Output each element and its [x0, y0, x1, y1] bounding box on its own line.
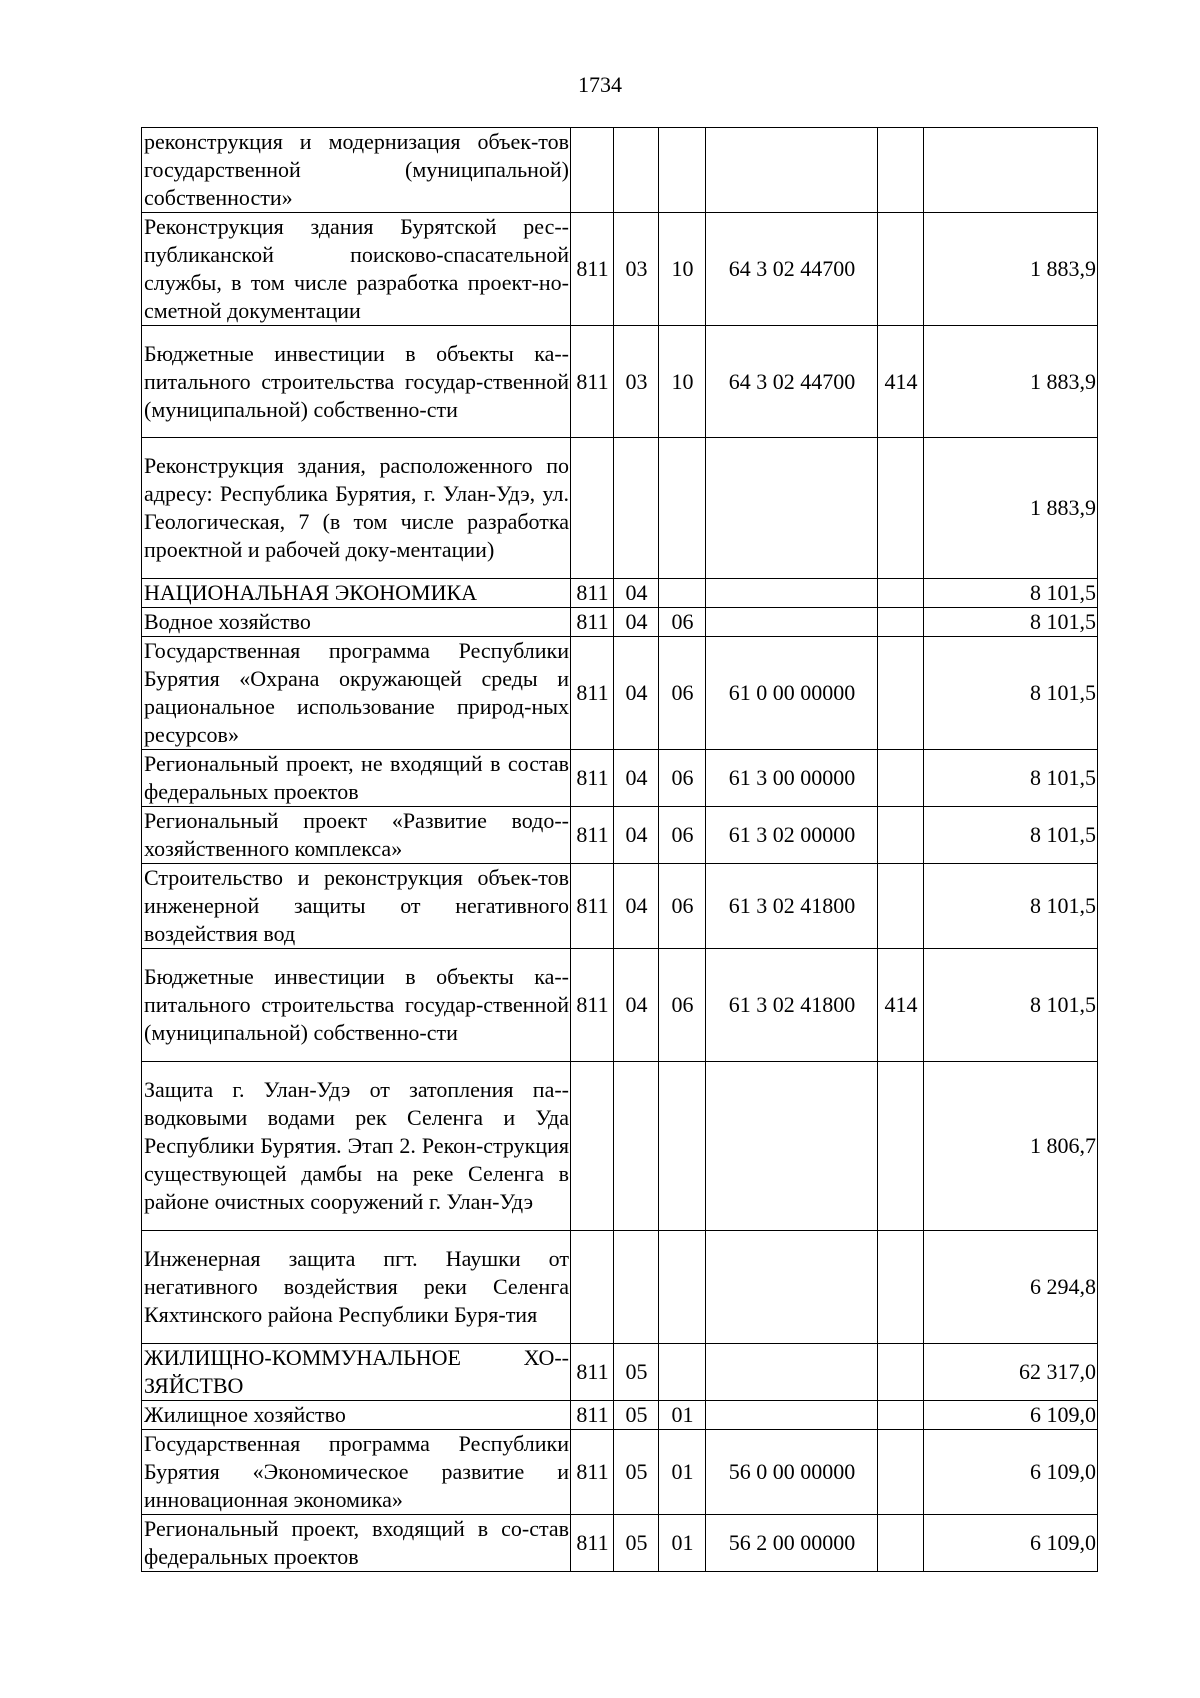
- expense-type-code: [878, 1515, 924, 1572]
- table-row: [142, 1515, 1098, 1572]
- row-name: Защита г. Улан-Удэ от затопления па-водковыми водами рек Селенга и Уда Республики Бурятия. Этап 2. Рекон-струкция существующей дамбы на реке Селенга в районе очистных сооружений г. Улан-Удэ: [142, 1062, 571, 1231]
- amount: 8 101,5: [924, 949, 1098, 1062]
- target-article-code: 61 3 00 00000: [706, 750, 878, 807]
- admin-code: 811: [571, 1515, 614, 1572]
- expense-type-code: [878, 438, 924, 579]
- expense-type-code: [878, 1430, 924, 1515]
- expense-type-code: [878, 1344, 924, 1401]
- section-code: 04: [614, 637, 659, 750]
- expense-type-code: [878, 864, 924, 949]
- expense-type-code: [878, 1231, 924, 1344]
- amount: 8 101,5: [924, 608, 1098, 637]
- row-name: Бюджетные инвестиции в объекты ка-питального строительства государ-ственной (муниципальной) собственно-сти: [142, 326, 571, 438]
- target-article-code: [706, 1062, 878, 1231]
- admin-code: [571, 128, 614, 213]
- target-article-code: [706, 128, 878, 213]
- admin-code: 811: [571, 1430, 614, 1515]
- subsection-code: [659, 1231, 706, 1344]
- expense-type-code: [878, 128, 924, 213]
- admin-code: 811: [571, 1344, 614, 1401]
- row-name: Государственная программа Республики Бурятия «Экономическое развитие и инновационная экономика»: [142, 1430, 571, 1515]
- budget-table: [141, 127, 1098, 1572]
- row-name: Строительство и реконструкция объек-тов инженерной защиты от негативного воздействия вод: [142, 864, 571, 949]
- table-row: [142, 438, 1098, 579]
- subsection-code: 06: [659, 637, 706, 750]
- table-row: [142, 807, 1098, 864]
- section-code: [614, 1231, 659, 1344]
- row-name: ЖИЛИЩНО-КОММУНАЛЬНОЕ ХО-ЗЯЙСТВО: [142, 1344, 571, 1401]
- amount: 8 101,5: [924, 579, 1098, 608]
- target-article-code: 64 3 02 44700: [706, 213, 878, 326]
- row-name: Реконструкция здания, расположенного по адресу: Республика Бурятия, г. Улан-Удэ, ул. Геологическая, 7 (в том числе разработка проектной и рабочей доку-ментации): [142, 438, 571, 579]
- table-row: [142, 1401, 1098, 1430]
- budget-table-body: [142, 128, 1098, 1572]
- expense-type-code: 414: [878, 326, 924, 438]
- table-row: [142, 128, 1098, 213]
- section-code: [614, 1062, 659, 1231]
- admin-code: 811: [571, 637, 614, 750]
- section-code: 05: [614, 1344, 659, 1401]
- section-code: 03: [614, 213, 659, 326]
- expense-type-code: 414: [878, 949, 924, 1062]
- admin-code: 811: [571, 1401, 614, 1430]
- subsection-code: 06: [659, 949, 706, 1062]
- amount: 8 101,5: [924, 637, 1098, 750]
- row-name: НАЦИОНАЛЬНАЯ ЭКОНОМИКА: [142, 579, 571, 608]
- section-code: 05: [614, 1401, 659, 1430]
- subsection-code: 10: [659, 213, 706, 326]
- expense-type-code: [878, 750, 924, 807]
- amount: 6 109,0: [924, 1430, 1098, 1515]
- table-row: [142, 608, 1098, 637]
- row-name: Региональный проект, не входящий в состав федеральных проектов: [142, 750, 571, 807]
- admin-code: 811: [571, 213, 614, 326]
- expense-type-code: [878, 213, 924, 326]
- subsection-code: 01: [659, 1430, 706, 1515]
- target-article-code: 64 3 02 44700: [706, 326, 878, 438]
- target-article-code: [706, 579, 878, 608]
- table-row: [142, 1430, 1098, 1515]
- table-row: [142, 949, 1098, 1062]
- section-code: 03: [614, 326, 659, 438]
- table-row: [142, 750, 1098, 807]
- subsection-code: [659, 128, 706, 213]
- subsection-code: 10: [659, 326, 706, 438]
- expense-type-code: [878, 579, 924, 608]
- table-row: [142, 864, 1098, 949]
- admin-code: 811: [571, 864, 614, 949]
- target-article-code: 56 2 00 00000: [706, 1515, 878, 1572]
- row-name: реконструкция и модернизация объек-тов государственной (муниципальной) собственности»: [142, 128, 571, 213]
- section-code: 04: [614, 579, 659, 608]
- admin-code: 811: [571, 807, 614, 864]
- amount: 1 883,9: [924, 213, 1098, 326]
- row-name: Бюджетные инвестиции в объекты ка-питального строительства государ-ственной (муниципальной) собственно-сти: [142, 949, 571, 1062]
- amount: 1 883,9: [924, 438, 1098, 579]
- row-name: Инженерная защита пгт. Наушки от негативного воздействия реки Селенга Кяхтинского района Республики Буря-тия: [142, 1231, 571, 1344]
- subsection-code: [659, 579, 706, 608]
- subsection-code: 06: [659, 864, 706, 949]
- amount: 6 109,0: [924, 1401, 1098, 1430]
- expense-type-code: [878, 1062, 924, 1231]
- expense-type-code: [878, 1401, 924, 1430]
- subsection-code: 01: [659, 1515, 706, 1572]
- subsection-code: 06: [659, 608, 706, 637]
- section-code: 04: [614, 864, 659, 949]
- section-code: 05: [614, 1430, 659, 1515]
- admin-code: 811: [571, 326, 614, 438]
- admin-code: 811: [571, 579, 614, 608]
- target-article-code: 61 3 02 41800: [706, 949, 878, 1062]
- amount: 6 109,0: [924, 1515, 1098, 1572]
- section-code: 05: [614, 1515, 659, 1572]
- table-row: [142, 213, 1098, 326]
- amount: [924, 128, 1098, 213]
- target-article-code: [706, 438, 878, 579]
- amount: 62 317,0: [924, 1344, 1098, 1401]
- subsection-code: 06: [659, 807, 706, 864]
- row-name: Государственная программа Республики Бурятия «Охрана окружающей среды и рациональное использование природ-ных ресурсов»: [142, 637, 571, 750]
- amount: 1 806,7: [924, 1062, 1098, 1231]
- section-code: [614, 438, 659, 579]
- table-row: [142, 1062, 1098, 1231]
- admin-code: 811: [571, 949, 614, 1062]
- section-code: 04: [614, 807, 659, 864]
- section-code: 04: [614, 949, 659, 1062]
- subsection-code: 06: [659, 750, 706, 807]
- section-code: 04: [614, 750, 659, 807]
- admin-code: [571, 438, 614, 579]
- admin-code: 811: [571, 608, 614, 637]
- amount: 1 883,9: [924, 326, 1098, 438]
- admin-code: 811: [571, 750, 614, 807]
- table-row: [142, 326, 1098, 438]
- table-row: [142, 1231, 1098, 1344]
- row-name: Реконструкция здания Бурятской рес-публиканской поисково-спасательной службы, в том числе разработка проект-но-сметной документации: [142, 213, 571, 326]
- target-article-code: [706, 1231, 878, 1344]
- amount: 6 294,8: [924, 1231, 1098, 1344]
- table-row: [142, 637, 1098, 750]
- expense-type-code: [878, 608, 924, 637]
- target-article-code: 61 3 02 41800: [706, 864, 878, 949]
- target-article-code: [706, 608, 878, 637]
- section-code: 04: [614, 608, 659, 637]
- target-article-code: [706, 1401, 878, 1430]
- row-name: Региональный проект, входящий в со-став федеральных проектов: [142, 1515, 571, 1572]
- target-article-code: 61 3 02 00000: [706, 807, 878, 864]
- amount: 8 101,5: [924, 864, 1098, 949]
- subsection-code: [659, 1062, 706, 1231]
- target-article-code: 61 0 00 00000: [706, 637, 878, 750]
- subsection-code: [659, 438, 706, 579]
- table-row: [142, 579, 1098, 608]
- section-code: [614, 128, 659, 213]
- target-article-code: [706, 1344, 878, 1401]
- subsection-code: 01: [659, 1401, 706, 1430]
- table-row: [142, 1344, 1098, 1401]
- admin-code: [571, 1062, 614, 1231]
- subsection-code: [659, 1344, 706, 1401]
- row-name: Региональный проект «Развитие водо-хозяйственного комплекса»: [142, 807, 571, 864]
- amount: 8 101,5: [924, 807, 1098, 864]
- amount: 8 101,5: [924, 750, 1098, 807]
- row-name: Жилищное хозяйство: [142, 1401, 571, 1430]
- target-article-code: 56 0 00 00000: [706, 1430, 878, 1515]
- expense-type-code: [878, 807, 924, 864]
- admin-code: [571, 1231, 614, 1344]
- expense-type-code: [878, 637, 924, 750]
- page-number: 1734: [578, 72, 622, 97]
- row-name: Водное хозяйство: [142, 608, 571, 637]
